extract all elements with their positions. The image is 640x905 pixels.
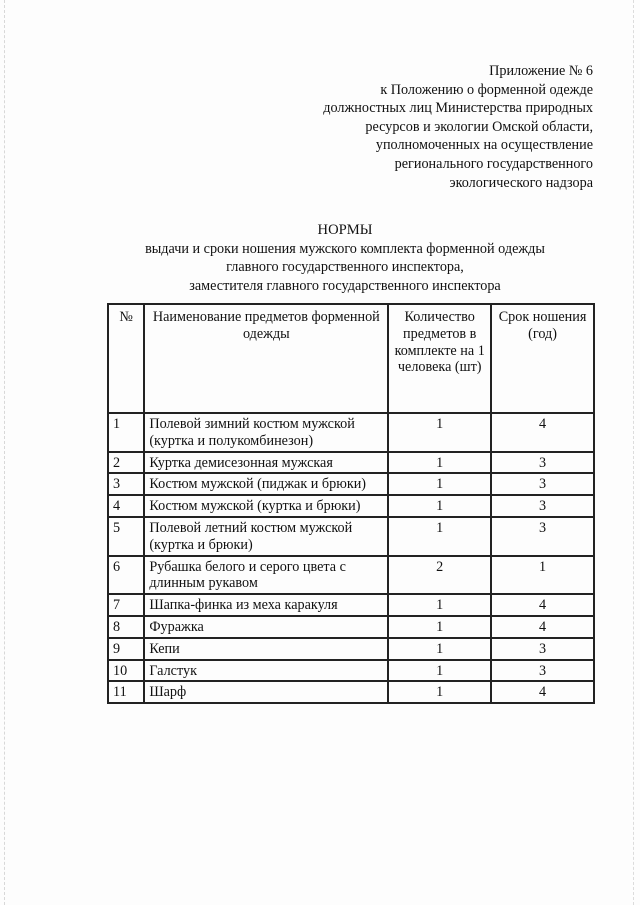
row-name-cell: Фуражка [144,616,388,638]
document-title [100,221,590,295]
appendix-line: экологического надзора [449,174,593,191]
header-name: Наименование предметов форменной одежды [144,304,388,413]
table-row [108,681,594,703]
row-name-cell: Костюм мужской (куртка и брюки) [144,495,388,517]
title-line: главного государственного инспектора, [226,259,464,275]
table-body [108,413,594,703]
row-name-cell: Галстук [144,660,388,682]
row-qty-cell: 1 [388,616,491,638]
appendix-line: к Положению о форменной одежде [380,81,593,98]
row-name-cell: Куртка демисезонная мужская [144,452,388,474]
row-qty-cell: 1 [388,660,491,682]
row-num-cell: 11 [108,681,144,703]
table-row [108,660,594,682]
row-term-cell: 4 [491,616,594,638]
row-term-cell: 4 [491,681,594,703]
row-name-cell: Полевой зимний костюм мужской (куртка и полукомбинезон) [144,413,388,452]
row-qty-cell: 1 [388,594,491,616]
header-num: № [108,304,144,413]
row-term-cell: 3 [491,517,594,556]
table-row [108,616,594,638]
row-name-cell: Шапка-финка из меха каракуля [144,594,388,616]
table-row [108,594,594,616]
row-num-cell: 6 [108,556,144,595]
row-qty-cell: 1 [388,452,491,474]
header-qty: Количество предметов в комплекте на 1 человека (шт) [388,304,491,413]
row-num-cell: 1 [108,413,144,452]
row-qty-cell: 1 [388,681,491,703]
norms-table [107,303,595,704]
title-line: заместителя главного государственного инспектора [189,277,501,294]
row-qty-cell: 1 [388,473,491,495]
row-num-cell: 10 [108,660,144,682]
row-num-cell: 7 [108,594,144,616]
row-term-cell: 4 [491,594,594,616]
row-term-cell: 3 [491,473,594,495]
row-num-cell: 5 [108,517,144,556]
row-name-cell: Костюм мужской (пиджак и брюки) [144,473,388,495]
title-main: НОРМЫ [317,222,373,238]
appendix-line: ресурсов и экологии Омской области, [365,118,593,135]
row-name-cell: Полевой летний костюм мужской (куртка и брюки) [144,517,388,556]
row-num-cell: 2 [108,452,144,474]
appendix-line: регионального государственного [394,155,593,172]
row-term-cell: 3 [491,452,594,474]
appendix-line: уполномоченных на осуществление [375,137,593,154]
row-qty-cell: 1 [388,517,491,556]
table-row [108,517,594,556]
table-header-row [108,304,594,413]
row-num-cell: 9 [108,638,144,660]
row-name-cell: Шарф [144,681,388,703]
row-qty-cell: 1 [388,413,491,452]
row-term-cell: 3 [491,638,594,660]
table-row [108,473,594,495]
row-num-cell: 8 [108,616,144,638]
scan-edge-right [633,0,635,905]
row-term-cell: 3 [491,495,594,517]
row-term-cell: 1 [491,556,594,595]
appendix-line: Приложение № 6 [489,63,593,79]
table-row [108,638,594,660]
table-row [108,452,594,474]
appendix-header [323,62,593,192]
row-qty-cell: 1 [388,638,491,660]
table-row [108,556,594,595]
title-line: выдачи и сроки ношения мужского комплекта форменной одежды [145,240,545,257]
row-num-cell: 3 [108,473,144,495]
header-term: Срок ношения (год) [491,304,594,413]
table-row [108,413,594,452]
row-term-cell: 4 [491,413,594,452]
row-num-cell: 4 [108,495,144,517]
row-name-cell: Кепи [144,638,388,660]
row-qty-cell: 2 [388,556,491,595]
scan-edge-left [4,0,6,905]
row-name-cell: Рубашка белого и серого цвета с длинным рукавом [144,556,388,595]
row-term-cell: 3 [491,660,594,682]
row-qty-cell: 1 [388,495,491,517]
appendix-line: должностных лиц Министерства природных [323,100,593,117]
table-row [108,495,594,517]
